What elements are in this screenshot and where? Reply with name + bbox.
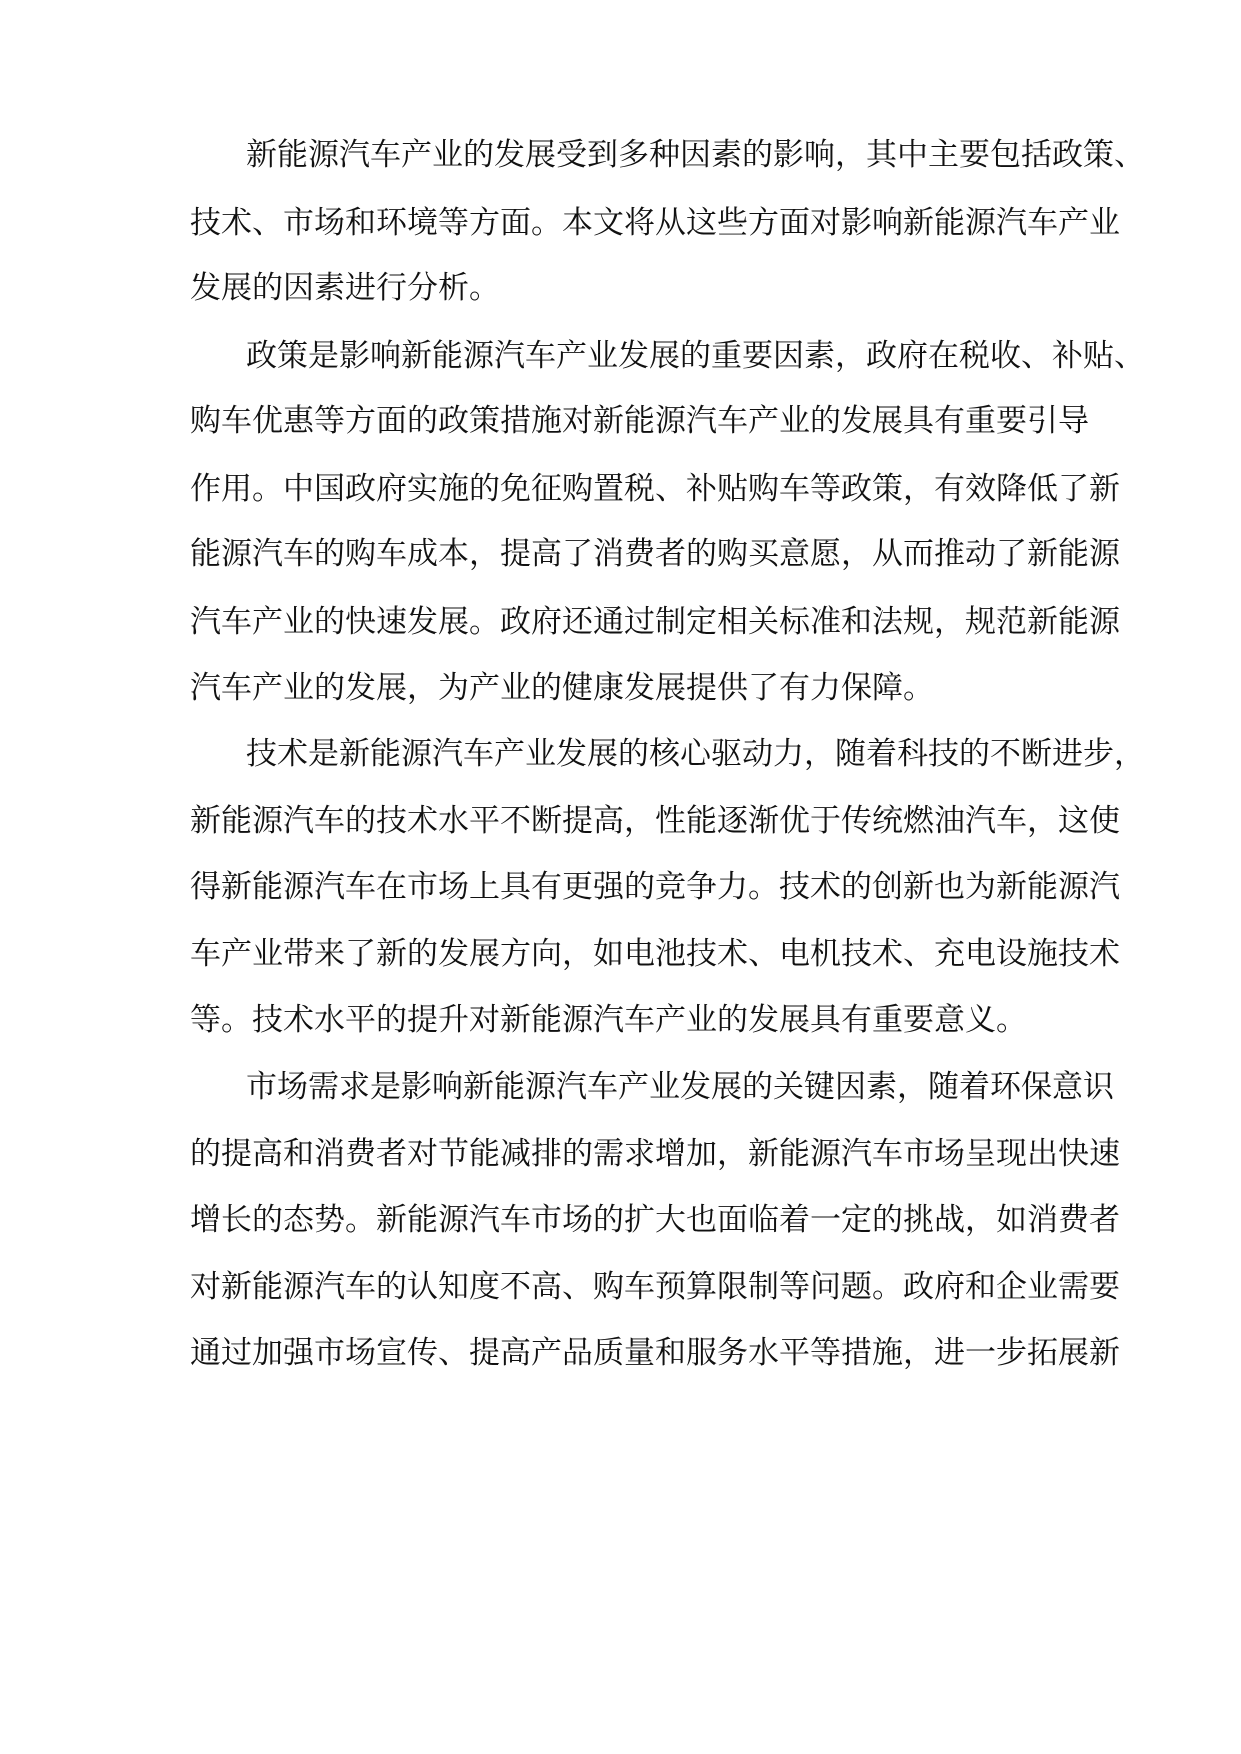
text-line: 政策是影响新能源汽车产业发展的重要因素，政府在税收、补贴、 bbox=[246, 338, 1145, 374]
text-line: 市场需求是影响新能源汽车产业发展的关键因素，随着环保意识 bbox=[246, 1069, 1114, 1105]
text-line: 技术是新能源汽车产业发展的核心驱动力，随着科技的不断进步， bbox=[246, 736, 1145, 772]
text-line: 技术、市场和环境等方面。本文将从这些方面对影响新能源汽车产业 bbox=[190, 205, 1120, 241]
text-line: 得新能源汽车在市场上具有更强的竞争力。技术的创新也为新能源汽 bbox=[190, 869, 1120, 905]
text-line: 发展的因素进行分析。 bbox=[190, 270, 500, 306]
text-line: 等。技术水平的提升对新能源汽车产业的发展具有重要意义。 bbox=[190, 1002, 1027, 1038]
text-line: 能源汽车的购车成本，提高了消费者的购买意愿，从而推动了新能源 bbox=[190, 536, 1120, 572]
text-line: 增长的态势。新能源汽车市场的扩大也面临着一定的挑战，如消费者 bbox=[190, 1202, 1120, 1238]
text-line: 对新能源汽车的认知度不高、购车预算限制等问题。政府和企业需要 bbox=[190, 1269, 1120, 1305]
text-line: 汽车产业的快速发展。政府还通过制定相关标准和法规，规范新能源 bbox=[190, 604, 1120, 640]
text-line: 车产业带来了新的发展方向，如电池技术、电机技术、充电设施技术 bbox=[190, 936, 1120, 972]
text-line: 汽车产业的发展，为产业的健康发展提供了有力保障。 bbox=[190, 670, 934, 706]
text-line: 购车优惠等方面的政策措施对新能源汽车产业的发展具有重要引导 bbox=[190, 403, 1089, 439]
text-line: 通过加强市场宣传、提高产品质量和服务水平等措施，进一步拓展新 bbox=[190, 1335, 1120, 1371]
text-line: 新能源汽车的技术水平不断提高，性能逐渐优于传统燃油汽车，这使 bbox=[190, 803, 1120, 839]
text-line: 新能源汽车产业的发展受到多种因素的影响，其中主要包括政策、 bbox=[246, 137, 1145, 173]
text-line: 的提高和消费者对节能减排的需求增加，新能源汽车市场呈现出快速 bbox=[190, 1136, 1120, 1172]
text-line: 作用。中国政府实施的免征购置税、补贴购车等政策，有效降低了新 bbox=[190, 471, 1120, 507]
